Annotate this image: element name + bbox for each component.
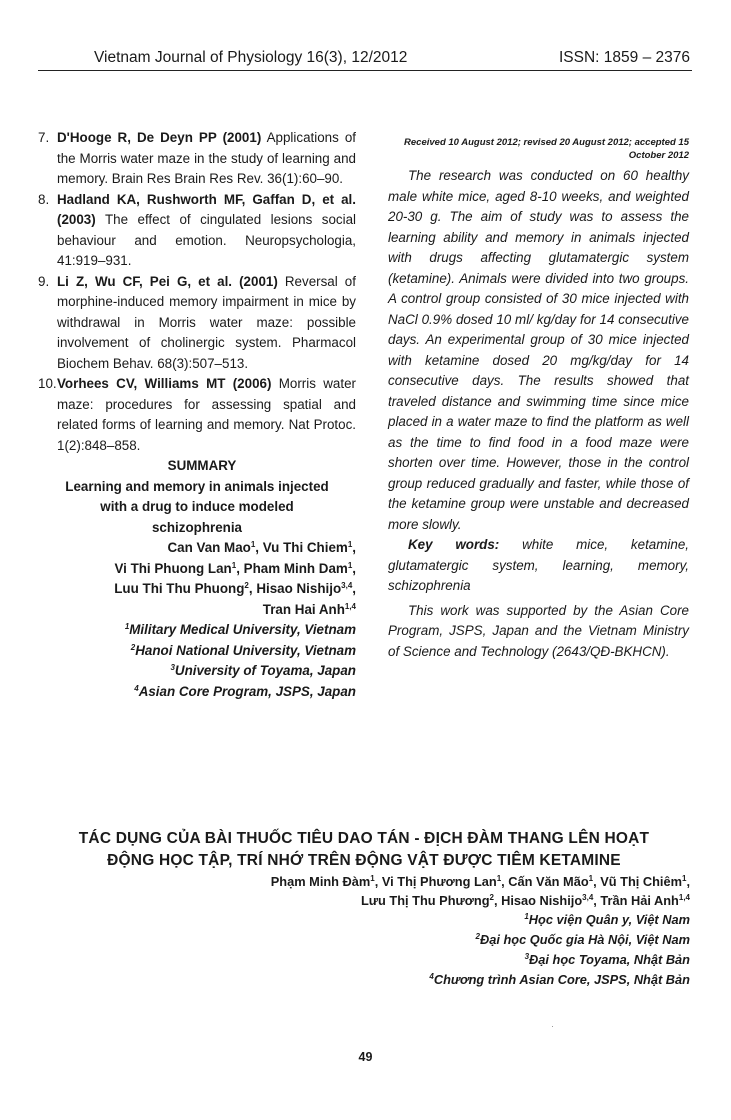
page-number: 49 (358, 1050, 373, 1064)
keywords (388, 535, 689, 597)
reference-number: 10. (38, 376, 57, 391)
abstract: The research was conducted on 60 healthy male white mice, aged 8-10 weeks, and weighted 20-30 g. The aim of study was to assess the learning ability and memory in animals injected with drugs affecting glutamatergic system (ketamine). Animals were divided into two groups. A control group consisted of 30 mice injected with NaCl 0.9% dosed 10 ml/ kg/day for 14 consecutive days. An experimental group of 30 mice injected with ketamine dosed 20 mg/kg/day for 14 consecutive days. The results showed that traveled distance and swimming time since mice placed in a water maze to find the platform as well as the time to find food in a food maze were shorten over time. However, those in the control group reduced gradually and faster, while those of the ketamine group were unstable and decreased more slowly. (388, 168, 689, 532)
reference-authors: Vorhees CV, Williams MT (2006) (57, 376, 272, 391)
author-line (38, 559, 356, 580)
reference-number: 9. (38, 273, 50, 289)
vn-author: Cấn Văn Mão$^1$, (508, 874, 601, 889)
author: Can Van Mao$^1$, (167, 540, 263, 555)
keywords-text: white mice, ketamine, glutamatergic system, learning, memory, schizophrenia (388, 537, 689, 593)
reference-number: 8. (38, 191, 50, 207)
reference-list (38, 128, 356, 456)
vn-affiliations (38, 910, 690, 990)
vn-authors (38, 872, 690, 910)
affiliation: $^3$University of Toyama, Japan (170, 663, 356, 678)
reference-text: Morris water maze: procedures for assessing spatial and related forms of learning and memory. Nat Protoc. 1(2):848–858. (57, 376, 356, 453)
vn-author: Vi Thị Phương Lan$^1$, (381, 874, 509, 889)
author-line (38, 579, 356, 600)
reference-number: 7. (38, 130, 50, 145)
summary-title-line: Learning and memory in animals injected (65, 478, 329, 494)
reference-item (38, 128, 356, 190)
summary-affiliations (38, 620, 356, 702)
affiliation: $^2$Hanoi National University, Vietnam (130, 642, 356, 658)
vn-author-line (38, 872, 690, 891)
vn-affiliation: $^2$Đại học Quốc gia Hà Nội, Việt Nam (475, 932, 690, 947)
author: Vi Thi Phuong Lan$^1$, (114, 560, 244, 576)
vn-affiliation: $^4$Chương trình Asian Core, JSPS, Nhật Bản (429, 972, 690, 987)
vn-author: Lưu Thị Thu Phương$^2$, (360, 893, 502, 908)
vn-author: Phạm Minh Đàm$^1$, (270, 874, 382, 889)
reference-item (38, 374, 356, 456)
vn-affiliation: $^1$Học viện Quân y, Việt Nam (524, 912, 690, 927)
author: Pham Minh Dam$^1$, (243, 560, 356, 576)
reference-authors: Hadland KA, Rushworth MF, Gaffan D, et al. (2003) (57, 191, 356, 227)
author: Tran Hai Anh$^{1,4}$ (262, 601, 356, 617)
summary-heading: SUMMARY (167, 458, 237, 473)
acknowledgement: This work was supported by the Asian Core Program, JSPS, Japan and the Vietnam Ministry of Science and Technology (2643/QĐ-BKHCN). (388, 602, 689, 659)
reference-item (38, 272, 356, 375)
right-column (388, 136, 689, 662)
received-dates: Received 10 August 2012; revised 20 August 2012; accepted 15 October 2012 (404, 137, 689, 161)
affiliation: $^1$Military Medical University, Vietnam (124, 622, 356, 637)
vn-title-line: TÁC DỤNG CỦA BÀI THUỐC TIÊU DAO TÁN - ĐỊCH ĐÀM THANG LÊN HOẠT (78, 830, 650, 847)
summary-title-line: schizophrenia (151, 519, 243, 535)
vn-title-line: ĐỘNG HỌC TẬP, TRÍ NHỚ TRÊN ĐỘNG VẬT ĐƯỢC TIÊM KETAMINE (107, 852, 621, 869)
reference-item (38, 190, 356, 272)
reference-text: Applications of the Morris water maze in the study of learning and memory. Brain Res Brain Res Rev. 36(1):60–90. (57, 130, 357, 186)
scan-speck (552, 1026, 553, 1027)
reference-text: Reversal of morphine-induced memory impairment in mice by withdrawal in Morris water maze: possible involvement of cholinergic system. Pharmacol Biochem Behav. 68(3):507–513. (57, 273, 356, 371)
vn-author: Trần Hải Anh$^{1,4}$ (600, 893, 690, 908)
vietnamese-title-block (38, 828, 690, 990)
reference-authors: D'Hooge R, De Deyn PP (2001) (57, 130, 262, 145)
author: Luu Thi Thu Phuong$^2$, (114, 581, 257, 596)
vn-author: Hisao Nishijo$^{3,4}$, (501, 893, 601, 908)
keywords-label: Key words: (408, 537, 500, 552)
affiliation: $^4$Asian Core Program, JSPS, Japan (134, 683, 356, 699)
author: Hisao Nishijo$^{3,4}$, (256, 581, 356, 596)
vn-author-line (38, 891, 690, 910)
summary-authors (38, 538, 356, 620)
vn-author: Vũ Thị Chiêm$^1$, (600, 874, 690, 889)
journal-title: Vietnam Journal of Physiology 16(3), 12/2012 (94, 49, 408, 66)
vn-affiliation: $^3$Đại học Toyama, Nhật Bản (524, 952, 690, 967)
summary-title-line: with a drug to induce modeled (100, 499, 294, 514)
author: Vu Thi Chiem$^1$, (262, 540, 356, 555)
author-line (38, 600, 356, 621)
left-column (38, 128, 356, 702)
running-header (94, 47, 690, 69)
reference-text: The effect of cingulated lesions social behaviour and emotion. Neuropsychologia, 41:919–931. (57, 212, 356, 268)
header-rule (38, 70, 692, 71)
issn: ISSN: 1859 – 2376 (559, 49, 690, 66)
reference-authors: Li Z, Wu CF, Pei G, et al. (2001) (57, 273, 278, 289)
author-line (38, 538, 356, 559)
